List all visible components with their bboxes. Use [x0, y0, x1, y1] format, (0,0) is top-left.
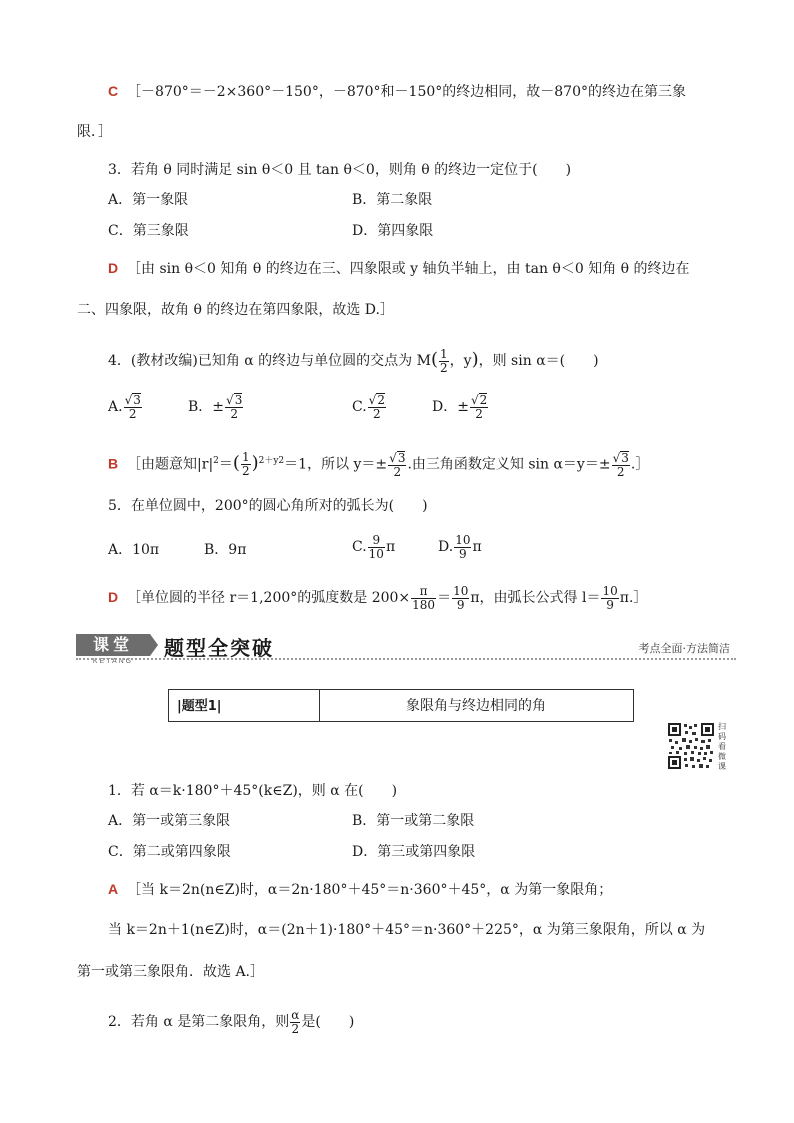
- question-5-option-c: [352, 532, 395, 562]
- banner-tag: 课堂: [76, 634, 150, 656]
- question-3-solution-line2: 二、四象限，故角 θ 的终边在第四象限，故选 D.］: [77, 302, 394, 318]
- stem-text: 2．若角 α 是第二象限角，则: [108, 1014, 290, 1030]
- numerator: 1: [440, 346, 448, 361]
- banner-divider: [76, 658, 736, 660]
- question-3-option-c: C．第三象限: [108, 223, 189, 239]
- denominator: 2: [241, 464, 250, 479]
- practice-2-stem: [108, 1007, 354, 1037]
- solution-fraction: [601, 585, 618, 612]
- solution-text: ［当 k＝2n(n∈Z)时，α＝2n·180°＋45°＝n·360°＋45°，α 为第一象限角；: [127, 882, 613, 898]
- option-fraction: [368, 534, 385, 561]
- radicand: 2: [479, 393, 488, 407]
- option-label: D．±: [432, 399, 469, 415]
- question-5-option-b: B．9π: [204, 542, 247, 558]
- solution-text: .］: [630, 456, 650, 473]
- question-3-option-d: D．第四象限: [352, 223, 434, 239]
- radicand: 3: [397, 450, 406, 465]
- numerator: 10: [455, 532, 471, 547]
- denominator: 9: [456, 597, 465, 612]
- option-fraction: $\frac{√2}{2}$: [368, 393, 385, 421]
- practice-1-solution-line2: 当 k＝2n＋1(n∈Z)时，α＝(2n＋1)·180°＋45°＝n·360°＋225°，α 为第三象限角，所以 α 为: [108, 922, 706, 938]
- radicand: 3: [621, 450, 629, 465]
- practice-1-option-d: D．第三或第四象限: [352, 844, 476, 860]
- solution-text: ＝: [437, 590, 452, 606]
- question-4-option-d: [432, 392, 489, 422]
- solution-text: ＝: [218, 456, 233, 473]
- denominator: 2: [475, 407, 483, 421]
- radicand: 2: [377, 393, 385, 407]
- question-3-option-a: A．第一象限: [108, 192, 189, 208]
- denominator: 2: [291, 1021, 300, 1036]
- numerator: 10: [602, 583, 618, 598]
- banner-subtitle: 考点全面·方法简洁: [638, 642, 730, 655]
- solution-text: ［由 sin θ＜0 知角 θ 的终边在三、四象限或 y 轴负半轴上，由 tan θ＜0 知角 θ 的终边在: [127, 261, 690, 277]
- solution-c-line1: [108, 81, 686, 102]
- option-fraction: $\frac{√3}{2}$: [124, 393, 141, 421]
- answer-letter: D: [108, 589, 119, 605]
- numerator: α: [291, 1007, 300, 1022]
- stem-text-end: 是( ): [301, 1014, 355, 1030]
- solution-fraction: [411, 585, 436, 612]
- answer-letter: B: [108, 455, 119, 472]
- option-tail: π: [385, 539, 396, 555]
- denominator: 2: [616, 464, 625, 479]
- stem-fraction: [290, 1009, 300, 1036]
- solution-text: .由三角函数定义知 sin α＝y＝±: [407, 456, 611, 473]
- point-y: ，y: [449, 353, 472, 369]
- denominator: 10: [368, 546, 384, 561]
- option-label: B．±: [188, 399, 225, 415]
- qr-code-icon[interactable]: [667, 722, 715, 770]
- numerator: 9: [368, 534, 385, 548]
- practice-1-option-c: C．第二或第四象限: [108, 844, 231, 860]
- stem-text: 4．(教材改编)已知角 α 的终边与单位圆的交点为 M: [108, 353, 431, 369]
- solution-text: π，由弧长公式得 l＝: [470, 590, 601, 606]
- section-banner: [76, 632, 736, 666]
- solution-text: ［－870°＝－2×360°－150°，－870°和－150°的终边相同，故－870°的终边在第三象: [127, 84, 686, 100]
- question-3-option-b: B．第二象限: [352, 192, 433, 208]
- paren-open: (: [232, 452, 240, 474]
- denominator: 9: [459, 546, 467, 561]
- topic-label: |题型1|: [177, 699, 222, 714]
- question-5-stem: 5．在单位圆中，200°的圆心角所对的弧长为( ): [108, 498, 428, 514]
- question-4-option-b: [188, 392, 244, 422]
- topic-box: [168, 689, 634, 722]
- qr-caption: 扫码看微课: [718, 722, 726, 771]
- banner-title: 题型全突破: [164, 636, 274, 660]
- practice-1-solution-line1: [108, 879, 612, 900]
- option-label: D.: [438, 539, 454, 555]
- topic-label-cell: [169, 690, 320, 721]
- question-4-solution: [108, 446, 649, 480]
- question-5-solution: [108, 582, 647, 613]
- practice-1-option-b: B．第一或第二象限: [352, 813, 475, 829]
- radicand: 3: [133, 393, 141, 407]
- denominator: 9: [606, 597, 614, 612]
- option-fraction: $\frac{√2}{2}$: [470, 393, 488, 421]
- option-label: C.: [352, 399, 367, 415]
- numerator: 10: [453, 583, 469, 598]
- paren-open: (: [430, 349, 439, 370]
- option-label: A.: [108, 399, 123, 415]
- practice-1-solution-line3: 第一或第三象限角．故选 A.］: [77, 964, 265, 980]
- question-5-option-d: [438, 532, 482, 562]
- denominator: 2: [128, 407, 137, 421]
- practice-1-stem: 1．若 α＝k·180°＋45°(k∈Z)，则 α 在( ): [108, 783, 398, 799]
- solution-text: ［单位圆的半径 r＝1,200°的弧度数是 200×: [127, 590, 411, 606]
- banner-tag-sub: KETANG: [92, 658, 134, 665]
- denominator: 2: [440, 360, 448, 375]
- denominator: 180: [412, 597, 436, 612]
- practice-1-option-a: A．第一或第三象限: [108, 813, 231, 829]
- question-3-solution-line1: [108, 258, 690, 279]
- solution-text: ＝1，所以 y＝±: [284, 456, 388, 473]
- question-4-option-a: [108, 392, 143, 422]
- stem-text-end: ，则 sin α＝( ): [478, 353, 599, 369]
- banner-arrow: [150, 634, 158, 656]
- radicand: 3: [234, 393, 243, 407]
- exponent: 2: [278, 456, 285, 466]
- solution-text: ［由题意知|r|: [127, 456, 214, 473]
- paren-close: ): [251, 452, 259, 474]
- question-5-option-a: A．10π: [108, 542, 160, 558]
- topic-title: 象限角与终边相同的角: [406, 698, 546, 714]
- exponent: 2: [213, 456, 219, 466]
- numerator: 1: [241, 450, 250, 465]
- denominator: 2: [373, 407, 381, 421]
- numerator: π: [411, 585, 436, 599]
- option-fraction: $\frac{√3}{2}$: [226, 393, 243, 421]
- question-4-option-c: [352, 392, 387, 422]
- answer-letter: C: [108, 83, 119, 99]
- solution-fraction: [241, 451, 251, 478]
- solution-fraction: $\frac{√3}{2}$: [612, 450, 629, 479]
- answer-letter: A: [108, 881, 119, 897]
- option-tail: π: [472, 539, 482, 555]
- paren-close: ): [471, 349, 479, 370]
- point-x-fraction: [439, 348, 449, 375]
- option-fraction: [454, 534, 471, 561]
- denominator: 2: [230, 407, 238, 421]
- solution-text: 2＋y: [258, 456, 279, 466]
- solution-fraction: [452, 585, 469, 612]
- question-4-stem: [108, 347, 599, 375]
- question-3-stem: 3．若角 θ 同时满足 sin θ＜0 且 tan θ＜0，则角 θ 的终边一定位于( ): [108, 162, 572, 178]
- denominator: 2: [393, 464, 402, 479]
- answer-letter: D: [108, 260, 119, 276]
- option-label: C.: [352, 539, 367, 555]
- solution-fraction: $\frac{√3}{2}$: [389, 450, 406, 479]
- solution-text: π.］: [619, 590, 648, 606]
- solution-c-line2: 限．］: [77, 124, 112, 140]
